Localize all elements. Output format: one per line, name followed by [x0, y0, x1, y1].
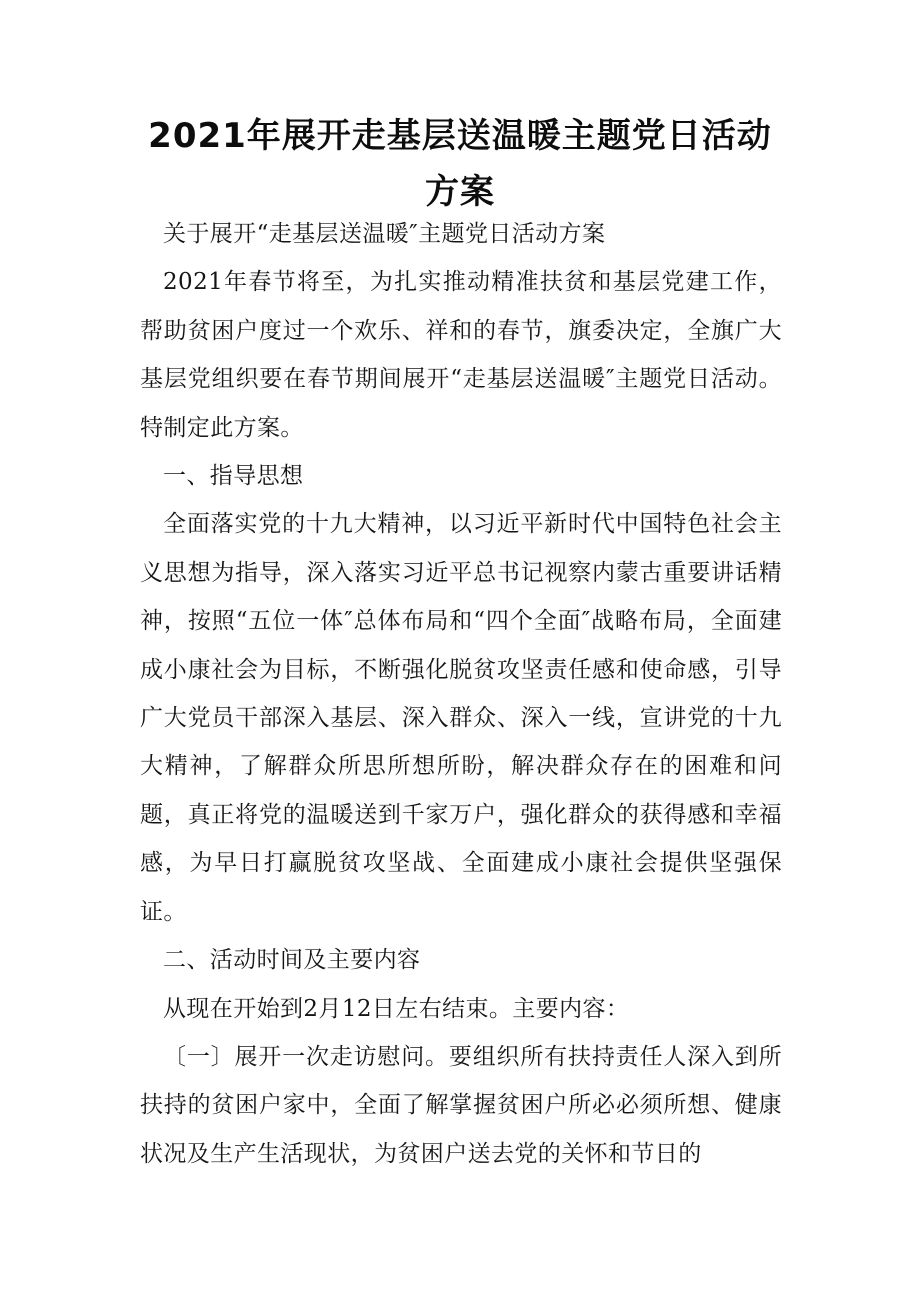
- section-heading-guiding-thought: 一、指导思想: [163, 463, 304, 490]
- time-paragraph: 从现在开始到2月12日左右结束。主要内容：: [163, 995, 630, 1022]
- document-title: 2021年展开走基层送温暖主题党日活动方案: [148, 116, 772, 212]
- visit-paragraph: 〔一〕展开一次走访慰问。要组织所有扶持责任人深入到所扶持的贫困户家中，全面了解掌握贫困户所必必须所想、健康状况及生产生活现状，为贫困户送去党的关怀和节日的: [140, 1043, 782, 1167]
- document-subtitle: 关于展开“走基层送温暖″主题党日活动方案: [163, 221, 606, 247]
- section-heading-time-content: 二、活动时间及主要内容: [163, 947, 421, 974]
- intro-paragraph: 2021年春节将至，为扎实推动精准扶贫和基层党建工作，帮助贫困户度过一个欢乐、祥和的春节，旗委决定，全旗广大基层党组织要在春节期间展开“走基层送温暖″主题党日活动。特制定此方案。: [140, 269, 782, 441]
- document-body: [140, 210, 782, 1178]
- guiding-thought-paragraph: 全面落实党的十九大精神，以习近平新时代中国特色社会主义思想为指导，深入落实习近平总书记视察内蒙古重要讲话精神，按照“五位一体″总体布局和“四个全面″战略布局，全面建成小康社会为目标，不断强化脱贫攻坚责任感和使命感，引导广大党员干部深入基层、深入群众、深入一线，宣讲党的十九大精神，了解群众所思所想所盼，解决群众存在的困难和问题，真正将党的温暖送到千家万户，强化群众的获得感和幸福感，为早日打赢脱贫攻坚战、全面建成小康社会提供坚强保证。: [140, 511, 782, 925]
